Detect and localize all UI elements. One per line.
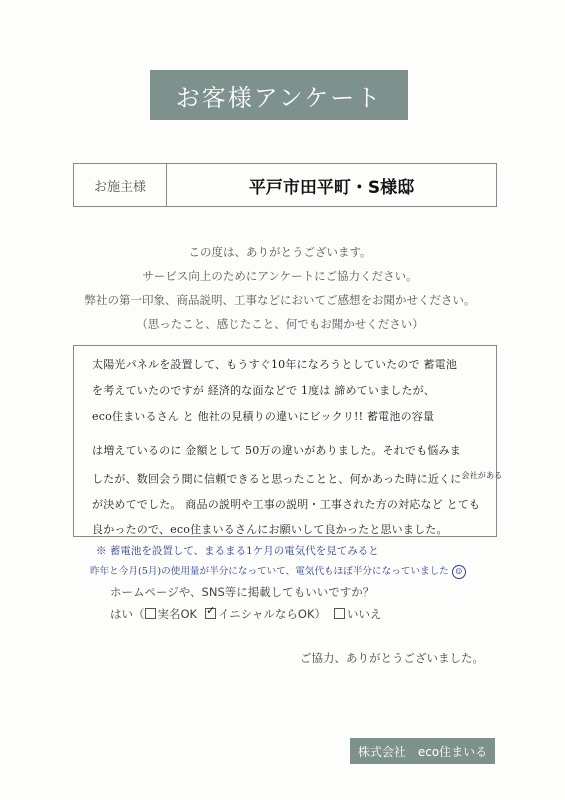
client-value: 平戸市田平町・S様邸 — [248, 177, 415, 198]
option-real-name-label: 実名OK — [157, 607, 198, 621]
publish-yes-prefix: はい（ — [110, 607, 145, 621]
publish-question: ホームページや、SNS等に掲載してもいいですか？ — [110, 585, 375, 599]
answer-insert: 会社がある — [461, 471, 503, 480]
intro-line: この度は、ありがとうございます。 — [188, 245, 372, 259]
intro-line: サービス向上のためにアンケートにご協力ください。 — [142, 269, 418, 283]
answer-line: は増えているのに 金額として 50万の違いがありました。それでも悩みま — [92, 444, 461, 457]
checkbox-no[interactable] — [334, 608, 345, 619]
answer-line — [92, 470, 503, 487]
option-initials[interactable] — [205, 607, 326, 621]
client-row — [73, 163, 497, 207]
checkbox-initials[interactable] — [205, 608, 216, 619]
option-no[interactable] — [334, 607, 382, 621]
note-line: ※ 蓄電池を設置して、まるまる1ケ月の電気代を見てみると — [96, 545, 379, 557]
page-title: お客様アンケート — [150, 70, 408, 120]
thanks-text: ご協力、ありがとうございました。 — [300, 651, 484, 665]
company-name: 株式会社 eco住まいる — [350, 738, 495, 764]
note-line — [90, 563, 466, 579]
answer-line: 良かったので、eco住まいるさんにお願いして良かったと思いました。 — [92, 523, 448, 536]
answer-line: を考えていたのですが 経済的な面などで 1度は 諦めていましたが、 — [92, 384, 436, 397]
option-real-name[interactable] — [145, 607, 198, 621]
note-line-text: 昨年と今月(5月)の使用量が半分になっていて、電気代もほぼ半分になっていました — [90, 566, 449, 577]
smile-icon: ☺ — [452, 565, 466, 579]
answer-line-text: したが、数回会う間に信頼できると思ったことと、何かあった時に近くに — [92, 472, 462, 486]
intro-line: 弊社の第一印象、商品説明、工事などにおいてご感想をお聞かせください。 — [84, 293, 476, 307]
answer-line: 太陽光パネルを設置して、もうすぐ10年になろうとしていたので 蓄電池 — [92, 358, 458, 371]
checkbox-real-name[interactable] — [145, 608, 156, 619]
intro-line: （思ったこと、感じたこと、何でもお聞かせください） — [136, 317, 424, 331]
intro-text — [40, 240, 520, 336]
option-initials-label: イニシャルならOK） — [218, 607, 326, 621]
publish-options — [110, 606, 390, 622]
answer-line: が決めてでした。 商品の説明や工事の説明・工事された方の対応など とても — [92, 498, 481, 511]
answer-line: eco住まいるさん と 他社の見積りの違いにビックリ!! 蓄電池の容量 — [92, 410, 435, 423]
option-no-label: いいえ — [347, 607, 382, 621]
client-label: お施主様 — [74, 164, 167, 206]
